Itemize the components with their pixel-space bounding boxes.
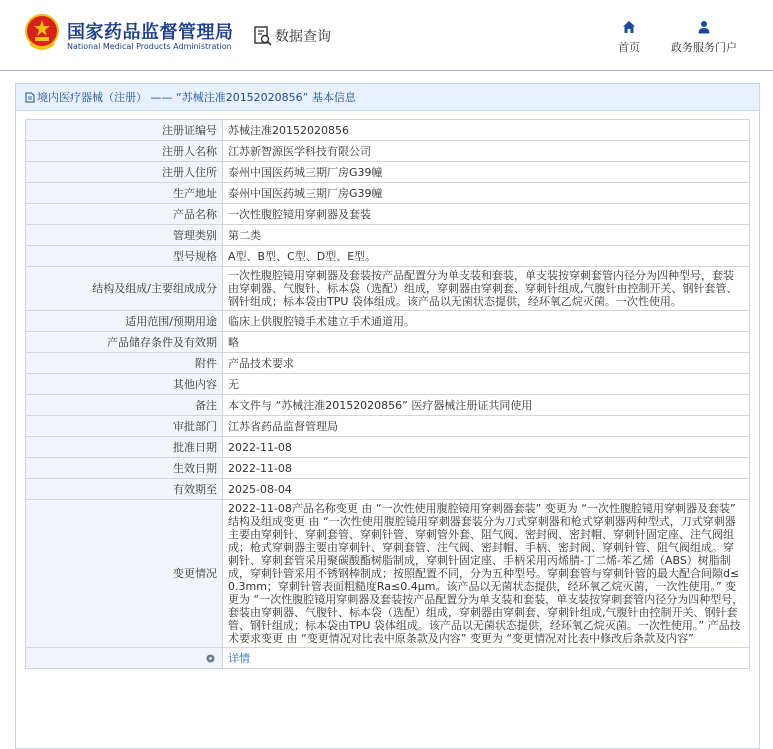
field-value: 一次性腹腔镜用穿刺器及套装 — [223, 204, 750, 225]
nav-gov-services-label: 政务服务门户 — [671, 41, 737, 54]
nav-gov-services[interactable] — [666, 20, 742, 55]
field-value: 江苏省药品监督管理局 — [223, 416, 750, 437]
table-row — [26, 183, 750, 204]
field-label: 生产地址 — [26, 183, 223, 204]
field-value: 本文件与 “苏械注准20152020856” 医疗器械注册证共同使用 — [223, 395, 750, 416]
field-label: 型号规格 — [26, 246, 223, 267]
field-value: 临床上供腹腔镜手术建立手术通道用。 — [223, 311, 750, 332]
field-label: 管理类别 — [26, 225, 223, 246]
record-table — [25, 119, 750, 669]
nav-home[interactable] — [612, 20, 646, 55]
table-row — [26, 437, 750, 458]
field-value: 2022-11-08 — [223, 437, 750, 458]
field-value: 略 — [223, 332, 750, 353]
site-header — [0, 0, 773, 70]
table-row — [26, 141, 750, 162]
record-panel — [15, 83, 760, 749]
home-icon — [622, 20, 636, 34]
document-icon — [25, 92, 35, 103]
field-value: 2022-11-08 — [223, 458, 750, 479]
field-label: 产品储存条件及有效期 — [26, 332, 223, 353]
field-label: 变更情况 — [26, 500, 223, 648]
table-row — [26, 395, 750, 416]
field-label: 其他内容 — [26, 374, 223, 395]
field-value: 江苏新智源医学科技有限公司 — [223, 141, 750, 162]
field-value: 泰州中国医药城三期厂房G39幢 — [223, 162, 750, 183]
field-label: 结构及组成/主要组成成分 — [26, 267, 223, 311]
field-value: 无 — [223, 374, 750, 395]
table-row — [26, 353, 750, 374]
table-row — [26, 120, 750, 141]
field-value: A型、B型、C型、D型、E型。 — [223, 246, 750, 267]
field-label: 生效日期 — [26, 458, 223, 479]
field-label: 备注 — [26, 395, 223, 416]
field-label: 注册人名称 — [26, 141, 223, 162]
field-label: 产品名称 — [26, 204, 223, 225]
table-row — [26, 267, 750, 311]
field-label: 附件 — [26, 353, 223, 374]
header-divider — [0, 70, 773, 71]
document-search-icon — [253, 25, 273, 47]
nav-home-label: 首页 — [618, 41, 640, 54]
field-value: 2025-08-04 — [223, 479, 750, 500]
site-name-cn[interactable]: 国家药品监督管理局 — [67, 22, 234, 43]
field-value: 一次性腹腔镜用穿刺器及套装按产品配置分为单支装和套装，单支装按穿刺套管内径分为四种型号，套装由穿刺器、气腹针、标本袋（选配）组成，穿刺器由穿刺套、穿刺针组成,气腹针由控制开关、钢针套管、钢针组成；标本袋由TPU 袋体组成。该产品以无菌状态提供，经环氧乙烷灭菌。一次性使用。 — [223, 267, 750, 311]
field-label: 注册证编号 — [26, 120, 223, 141]
field-label: 适用范围/预期用途 — [26, 311, 223, 332]
field-value: 泰州中国医药城三期厂房G39幢 — [223, 183, 750, 204]
field-value: 第二类 — [223, 225, 750, 246]
site-name-en: National Medical Products Administration — [67, 42, 232, 51]
details-link[interactable]: 详情 — [228, 651, 250, 665]
table-row — [26, 311, 750, 332]
user-icon — [697, 20, 711, 34]
breadcrumb-text: 境内医疗器械（注册） —— “苏械注准20152020856” 基本信息 — [37, 91, 356, 104]
table-row — [26, 374, 750, 395]
breadcrumb — [16, 84, 759, 111]
section-title: 数据查询 — [275, 29, 331, 45]
field-label: 有效期至 — [26, 479, 223, 500]
table-row — [26, 225, 750, 246]
table-row — [26, 648, 750, 669]
field-label: 审批部门 — [26, 416, 223, 437]
tag-icon — [206, 654, 215, 663]
table-row — [26, 246, 750, 267]
field-value: 产品技术要求 — [223, 353, 750, 374]
table-row — [26, 204, 750, 225]
field-value: 2022-11-08产品名称变更 由 “一次性使用腹腔镜用穿刺器套装” 变更为 “一次性腹腔镜用穿刺器及套装” 结构及组成变更 由 “一次性使用腹腔镜用穿刺器套装分为刀式穿刺器和枪式穿刺器两种型式，刀式穿刺器主要由穿刺针、穿刺套管、穿刺针管、穿刺管外套、阻气阀、密封阀、密封帽、穿刺针固定座、注气阀组成；枪式穿刺器主要由穿刺针、穿刺套管、注气阀、密封帽、手柄、密封阀、穿刺针管、阻气阀组成。穿刺针、穿刺套管采用聚碳酸酯树脂制成，穿刺针固定座、手柄采用丙烯腈-丁二烯-苯乙烯（ABS）树脂制成，穿刺针管采用不锈钢棒制成；按照配置不同，分为五种型号。穿刺套管与穿刺针管的最大配合间隙d≤0.3mm；穿刺针管表面粗糙度Ra≤0.4μm。该产品以无菌状态提供，经环氧乙烷灭菌，一次性使用。” 变更为 “一次性腹腔镜用穿刺器及套装按产品配置分为单支装和套装，单支装按穿刺套管内径分为四种型号，套装由穿刺器、气腹针、标本袋（选配）组成，穿刺器由穿刺套、穿刺针组成,气腹针由控制开关、钢针套管、钢针组成；标本袋由TPU 袋体组成。该产品以无菌状态提供，经环氧乙烷灭菌。一次性使用。” 产品技术要求变更 由 “变更情况对比表中原条款及内容” 变更为 “变更情况对比表中修改后条款及内容” — [223, 500, 750, 648]
field-label: 批准日期 — [26, 437, 223, 458]
section-title-block — [253, 23, 331, 49]
table-row — [26, 479, 750, 500]
table-row — [26, 458, 750, 479]
detail-row-label — [26, 648, 223, 669]
table-row — [26, 332, 750, 353]
field-label: 注册人住所 — [26, 162, 223, 183]
detail-row-value — [223, 648, 750, 669]
table-row — [26, 162, 750, 183]
table-row — [26, 416, 750, 437]
national-emblem-logo[interactable] — [24, 14, 60, 52]
table-row — [26, 500, 750, 648]
field-value: 苏械注准20152020856 — [223, 120, 750, 141]
